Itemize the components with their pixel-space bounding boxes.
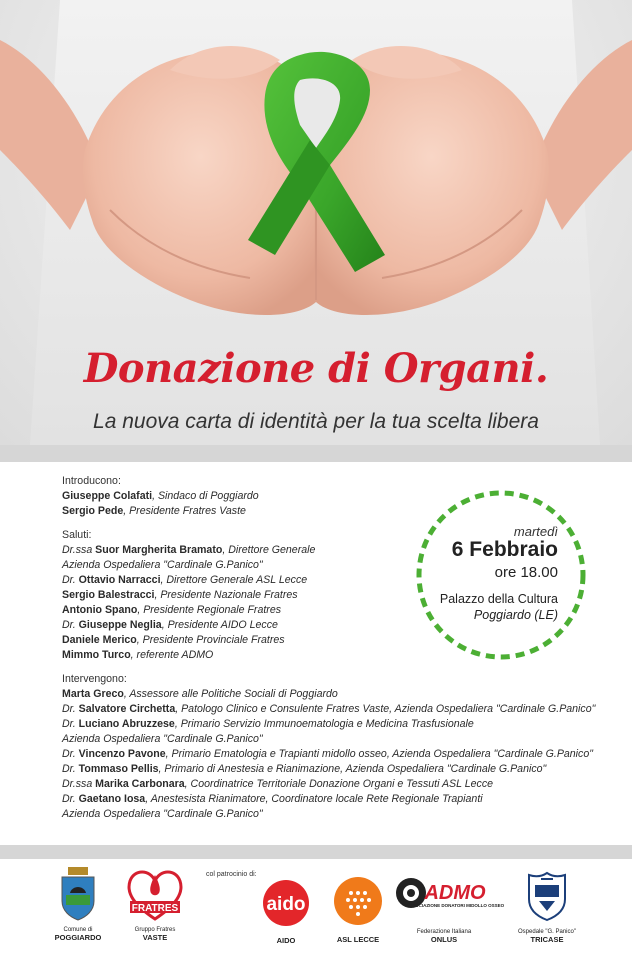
speaker-line: Antonio Spano, Presidente Regionale Fratres [62, 604, 282, 616]
asl-dots-icon [333, 875, 383, 927]
divider-band-bottom [0, 845, 632, 859]
speaker-line: Dr. Ottavio Narracci, Direttore Generale ASL Lecce [62, 574, 308, 586]
speaker-line: Daniele Merico, Presidente Provinciale Fratres [62, 634, 285, 646]
event-venue: Palazzo della Cultura [439, 592, 558, 606]
fratres-heart-icon [124, 865, 186, 921]
section-title-intro: Introducono: [62, 475, 121, 487]
speaker-line: Sergio Balestracci, Presidente Nazionale Fratres [62, 589, 298, 601]
event-day: martedì [513, 524, 558, 539]
speaker-line: Dr. Luciano Abruzzese, Primario Servizio Immunoematologia e Medicina Trasfusionale [62, 718, 474, 730]
speaker-line: Dr. Giuseppe Neglia, Presidente AIDO Lecce [62, 619, 278, 631]
speaker-line: Dr. Gaetano Iosa, Anestesista Rianimatore, Coordinatore locale Rete Regionale Trapianti [62, 793, 483, 805]
speaker-line: Dr. Salvatore Circhetta, Patologo Clinico e Consulente Fratres Vaste, Azienda Ospedaliera "Cardinale G.Panico" [62, 703, 596, 715]
speaker-line: Azienda Ospedaliera "Cardinale G.Panico" [62, 559, 263, 571]
section-title-saluti: Saluti: [62, 529, 92, 541]
divider-band-top [0, 445, 632, 462]
event-city: Poggiardo (LE) [473, 608, 558, 622]
speaker-line: Azienda Ospedaliera "Cardinale G.Panico" [62, 733, 263, 745]
logo-comune-poggiardo: Comune di POGGIARDO [52, 865, 104, 942]
sponsor-logos [0, 859, 632, 960]
logo-ospedale-panico: Ospedale "G. Panico" TRICASE [512, 871, 582, 944]
logo-aido: aido AIDO [256, 879, 316, 945]
svg-text:ASSOCIAZIONE DONATORI MIDOLLO: ASSOCIAZIONE DONATORI MIDOLLO OSSEO [405, 903, 505, 908]
event-date: 6 Febbraio [451, 538, 558, 561]
coat-of-arms-icon [58, 865, 98, 921]
speaker-line: Dr. Vincenzo Pavone, Primario Ematologia e Trapianti midollo osseo, Azienda Ospedaliera "Cardinale G.Panico" [62, 748, 593, 760]
speaker-line: Mimmo Turco, referente ADMO [62, 649, 214, 661]
event-time: ore 18.00 [494, 564, 558, 581]
hero-image [0, 0, 632, 445]
event-subtitle: La nuova carta di identità per la tua scelta libera [93, 410, 539, 433]
speaker-line: Giuseppe Colafati, Sindaco di Poggiardo [62, 490, 259, 502]
svg-text:ADMO: ADMO [424, 882, 486, 904]
speaker-line: Dr. Tommaso Pellis, Primario di Anestesia e Rianimazione, Azienda Ospedaliera "Cardinale G.Panico" [62, 763, 547, 775]
logo-admo: ADMO ASSOCIAZIONE DONATORI MIDOLLO OSSEO Federazione Italiana ONLUS [394, 873, 494, 944]
speaker-line: Dr.ssa Suor Margherita Bramato, Direttore Generale [62, 544, 316, 556]
svg-text:FRATRES: FRATRES [131, 903, 179, 914]
hospital-shield-icon [527, 871, 567, 921]
logo-fratres-vaste: FRATRES Gruppo Fratres VASTE [120, 865, 190, 942]
patronage-label: col patrocinio di: [206, 871, 257, 878]
date-badge [414, 488, 588, 662]
speaker-line: Sergio Pede, Presidente Fratres Vaste [62, 505, 246, 517]
speaker-line: Marta Greco, Assessore alle Politiche Sociali di Poggiardo [62, 688, 338, 700]
section-title-intervengono: Intervengono: [62, 673, 127, 685]
logo-asl-lecce: ASL LECCE [330, 875, 386, 944]
aido-logo-icon [258, 879, 314, 927]
speaker-line: Azienda Ospedaliera "Cardinale G.Panico" [62, 808, 263, 820]
speaker-line: Dr.ssa Marika Carbonara, Coordinatrice Territoriale Donazione Organi e Tessuti ASL Lecce [62, 778, 494, 790]
event-title: Donazione di Organi. [83, 345, 549, 392]
svg-text:aido: aido [266, 894, 306, 915]
